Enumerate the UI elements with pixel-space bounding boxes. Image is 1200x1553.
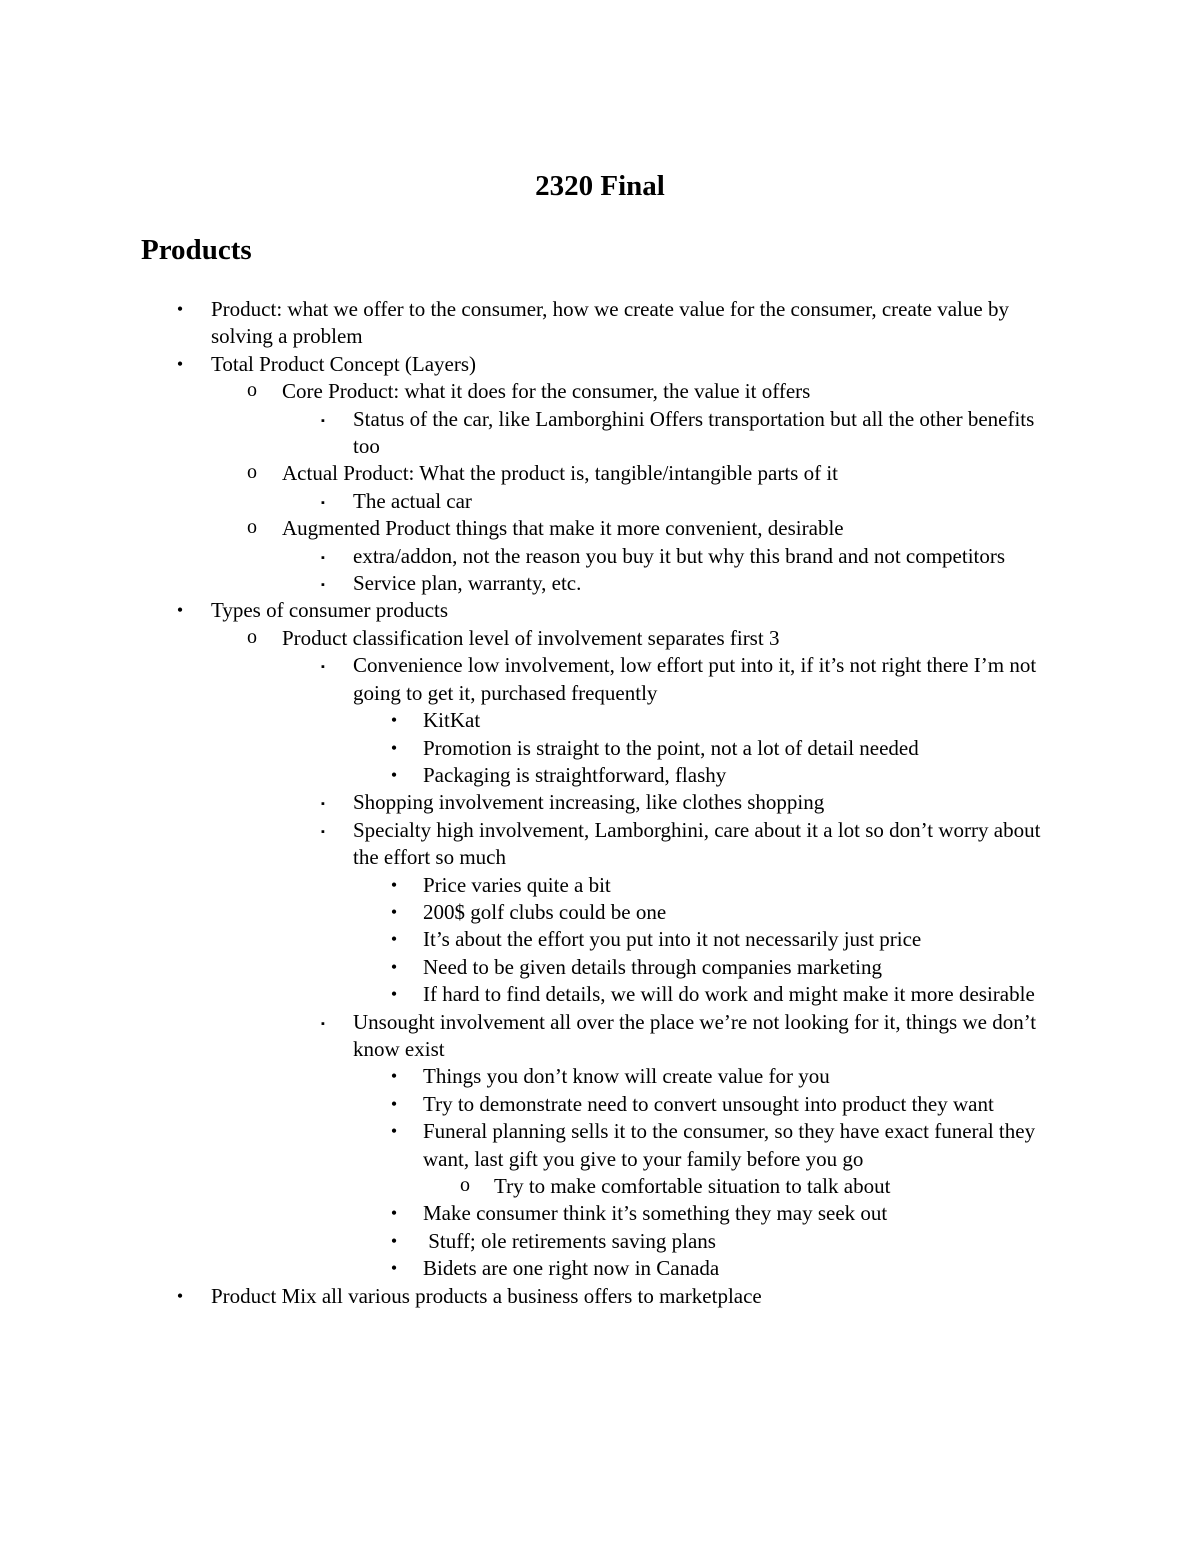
square-bullet-icon: ▪	[321, 496, 325, 509]
list-item	[0, 872, 1043, 899]
list-item	[0, 1118, 1043, 1173]
list-item	[0, 1091, 1043, 1118]
list-item	[0, 1255, 1043, 1282]
bullet-icon: •	[390, 764, 398, 785]
square-bullet-icon: ▪	[321, 1017, 325, 1030]
list-item	[0, 817, 1043, 872]
list-item-text: Status of the car, like Lamborghini Offers transportation but all the other benefits too	[353, 406, 1035, 459]
square-bullet-icon: ▪	[321, 414, 325, 427]
list-item-text: The actual car	[353, 488, 472, 513]
bullet-icon: •	[176, 299, 184, 319]
list-item-text: Packaging is straightforward, flashy	[423, 762, 727, 787]
list-item-text: Funeral planning sells it to the consumer, so they have exact funeral they want, last gift you give to your family before you go	[423, 1119, 1036, 1171]
circle-bullet-icon: o	[247, 379, 257, 402]
bullet-icon: •	[390, 901, 398, 922]
list-item	[0, 652, 1043, 707]
list-item	[0, 296, 1041, 351]
bullet-icon: •	[390, 710, 398, 731]
list-item	[0, 1228, 1043, 1255]
bullet-icon: •	[390, 1066, 398, 1087]
list-item	[0, 406, 1043, 461]
circle-bullet-icon: o	[247, 516, 257, 539]
list-item-text: Try to make comfortable situation to talk about	[494, 1174, 891, 1198]
bullet-icon: •	[390, 1121, 398, 1142]
list-item	[0, 762, 1043, 789]
list-item	[0, 351, 1041, 378]
list-item-text: Product classification level of involvement separates first 3	[282, 625, 780, 650]
list-item	[0, 625, 1042, 652]
list-item	[0, 378, 1042, 405]
list-item-text: Promotion is straight to the point, not a lot of detail needed	[423, 735, 919, 760]
bullet-icon: •	[390, 956, 398, 977]
bullet-icon: •	[176, 353, 184, 374]
list-item-text: Convenience low involvement, low effort put into it, if it’s not right there I’m not going to get it, purchased frequently	[353, 653, 1037, 705]
list-item	[0, 543, 1043, 570]
bullet-icon: •	[390, 1203, 398, 1224]
circle-bullet-icon: o	[460, 1174, 470, 1196]
list-item-text: KitKat	[423, 708, 481, 733]
square-bullet-icon: ▪	[321, 579, 325, 592]
bullet-outline	[0, 296, 1200, 1310]
list-item	[0, 515, 1042, 542]
square-bullet-icon: ▪	[321, 798, 325, 811]
list-item	[0, 1063, 1043, 1090]
bullet-icon: •	[390, 874, 398, 895]
list-item-text: Shopping involvement increasing, like clothes shopping	[353, 790, 825, 815]
section-heading-products: Products	[141, 234, 252, 266]
square-bullet-icon: ▪	[321, 551, 325, 564]
list-item-text: Total Product Concept (Layers)	[211, 351, 477, 376]
bullet-icon: •	[390, 1093, 398, 1114]
list-item	[0, 597, 1041, 624]
list-item	[0, 570, 1043, 597]
list-item-text: Types of consumer products	[211, 598, 449, 623]
list-item-text: Specialty high involvement, Lamborghini, care about it a lot so don’t worry about the effort so much	[353, 817, 1041, 870]
list-item-text: Augmented Product things that make it more convenient, desirable	[282, 516, 844, 541]
square-bullet-icon: ▪	[321, 661, 325, 674]
circle-bullet-icon: o	[247, 625, 257, 648]
list-item-text: Product: what we offer to the consumer, how we create value for the consumer, create value by solving a problem	[211, 297, 1009, 349]
list-item-text: If hard to find details, we will do work and might make it more desirable	[423, 982, 1035, 1007]
bullet-icon: •	[176, 600, 184, 621]
list-item-text: Actual Product: What the product is, tangible/intangible parts of it	[282, 461, 838, 486]
list-item	[0, 735, 1043, 762]
bullet-icon: •	[390, 1258, 398, 1279]
list-item-text: Bidets are one right now in Canada	[423, 1256, 720, 1281]
list-item-text: Product Mix all various products a business offers to marketplace	[211, 1283, 762, 1308]
list-item	[0, 1009, 1043, 1064]
list-item-text: Stuff; ole retirements saving plans	[423, 1228, 716, 1253]
list-item	[0, 954, 1043, 981]
list-item-text: It’s about the effort you put into it not necessarily just price	[423, 927, 922, 952]
list-item-text: 200$ golf clubs could be one	[423, 899, 667, 924]
list-item	[0, 926, 1043, 953]
list-item-text: Try to demonstrate need to convert unsought into product they want	[423, 1091, 994, 1116]
list-item	[0, 1283, 1041, 1310]
list-item	[0, 899, 1043, 926]
list-item-text: extra/addon, not the reason you buy it but why this brand and not competitors	[353, 543, 1006, 568]
bullet-icon: •	[390, 984, 398, 1005]
list-item-text: Service plan, warranty, etc.	[353, 571, 582, 596]
square-bullet-icon: ▪	[321, 825, 325, 838]
list-item	[0, 789, 1043, 816]
list-item-text: Core Product: what it does for the consumer, the value it offers	[282, 379, 811, 404]
document-title: 2320 Final	[535, 170, 665, 202]
bullet-icon: •	[390, 929, 398, 950]
list-item-text: Things you don’t know will create value for you	[423, 1064, 830, 1089]
list-item	[0, 1173, 1044, 1200]
list-item-text: Price varies quite a bit	[423, 872, 611, 897]
list-item-text: Unsought involvement all over the place we’re not looking for it, things we don’t know exist	[353, 1009, 1037, 1061]
list-item	[0, 1200, 1043, 1227]
list-item	[0, 460, 1042, 487]
list-item	[0, 488, 1043, 515]
bullet-icon: •	[390, 1230, 398, 1251]
bullet-icon: •	[390, 737, 398, 758]
list-item	[0, 707, 1043, 734]
bullet-icon: •	[176, 1285, 184, 1306]
list-item-text: Need to be given details through companies marketing	[423, 954, 882, 979]
list-item-text: Make consumer think it’s something they may seek out	[423, 1201, 888, 1226]
list-item	[0, 981, 1043, 1008]
circle-bullet-icon: o	[247, 461, 257, 484]
